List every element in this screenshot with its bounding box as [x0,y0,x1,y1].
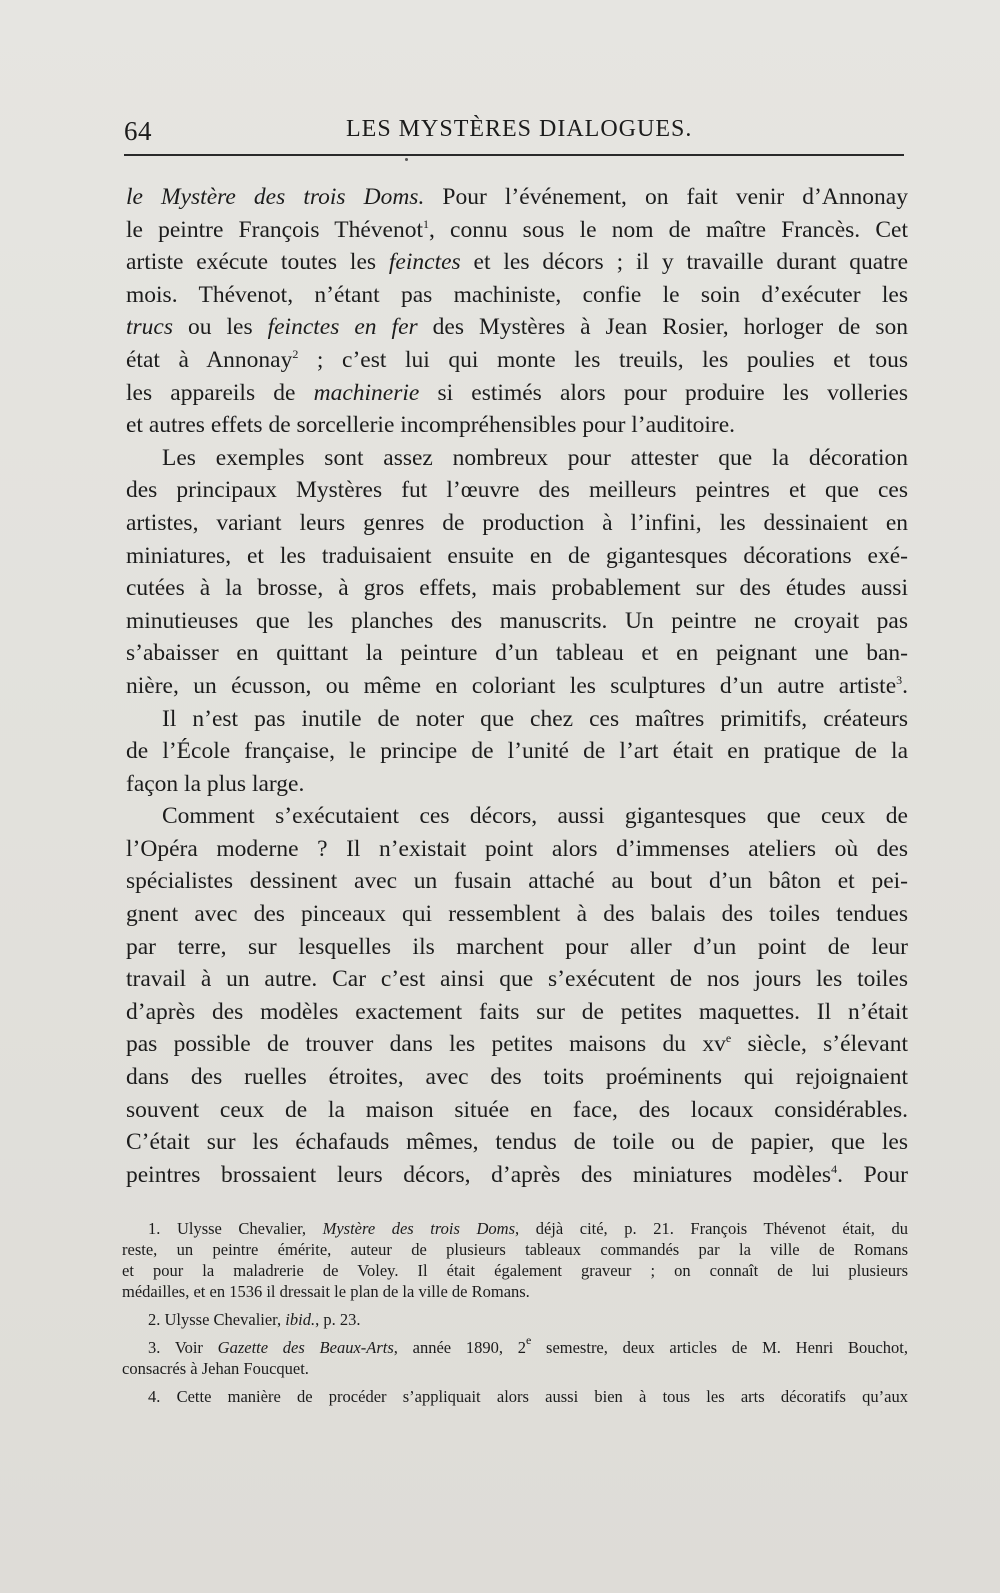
footnote-ref: 4 [831,1161,838,1176]
page-number: 64 [124,116,152,146]
text-line: pas possible de trouver dans les petites maisons du $xv^e$ siècle, s’élevant [126,1031,908,1058]
text-line: le Mystère des trois Doms. Pour l’événement, on fait venir d’Annonay [126,184,908,210]
text-line: C’était sur les échafauds mêmes, tendus de toile ou de papier, que les [126,1129,908,1156]
footnote-line: médailles, et en 1536 il dressait le plan de la ville de Romans. [122,1282,530,1301]
text-line: par terre, sur lesquelles ils marchent pour aller d’un point de leur [126,933,908,960]
text-line: Les exemples sont assez nombreux pour attester que la décoration [162,444,908,471]
footnote-2: 2. Ulysse Chevalier, ibid., p. 23. [148,1310,361,1329]
text-line: dans des ruelles étroites, avec des toits proéminents qui rejoignaient [126,1064,908,1091]
text-line: nière, un écusson, ou même en coloriant les sculptures d’un autre artiste$^3$. [126,672,908,699]
text-line: et autres effets de sorcellerie incompréhensibles pour l’auditoire. [126,412,736,439]
text-line: Comment s’exécutaient ces décors, aussi gigantesques que ceux de [162,803,908,830]
text-line: le peintre François Thévenot$^1$, connu sous le nom de maître Francès. Cet [126,216,908,243]
footnote-ref: 3 [896,672,903,687]
footnote-4: 4. Cette manière de procéder s’appliquait alors aussi bien à tous les arts décoratifs qu’aux [148,1387,908,1406]
footnote-ref: 2 [292,346,299,361]
footnote-3: 3. Voir Gazette des Beaux-Arts, année 1890, 2e semestre, deux articles de M. Henri Bouchot, [148,1333,908,1357]
text-line: travail à un autre. Car c’est ainsi que s’exécutent de nos jours les toiles [126,966,908,993]
text-line: artiste exécute toutes les feinctes et les décors ; il y travaille durant quatre [126,249,908,276]
running-title: LES MYSTÈRES DIALOGUES. [346,116,693,142]
text-line: minutieuses que les planches des manuscrits. Un peintre ne croyait pas [126,607,908,634]
footnote-line: et pour la maladrerie de Voley. Il était également graveur ; on connaît de lui plusieurs [122,1261,908,1280]
text-line: état à Annonay$^2$ ; c’est lui qui monte les treuils, les poulies et tous [126,346,908,373]
running-head [124,112,900,152]
footnote-1: 1. Ulysse Chevalier, Mystère des trois Doms, déjà cité, p. 21. François Thévenot était, du [148,1219,908,1238]
text-line: les appareils de machinerie si estimés alors pour produire les volleries [126,379,908,406]
text-line: de l’École française, le principe de l’unité de l’art était en pratique de la [126,738,908,765]
text-line: Il n’est pas inutile de noter que chez ces maîtres primitifs, créateurs [162,705,908,732]
footnotes [122,1218,908,1407]
book-title: le Mystère des trois Doms. [126,184,425,210]
text-line: mois. Thévenot, n’étant pas machiniste, confie le soin d’exécuter les [126,281,908,308]
rule-dot [405,158,408,161]
text-line: gnent avec des pinceaux qui ressemblent à des balais des toiles tendues [126,901,908,928]
text-line: trucs ou les feinctes en fer des Mystères à Jean Rosier, horloger de son [126,314,909,341]
text-line: artistes, variant leurs genres de production à l’infini, les dessinaient en [126,509,908,536]
main-text [126,181,908,1191]
text-line: peintres brossaient leurs décors, d’après des miniatures modèles$^4$. Pour [126,1161,908,1188]
text-line: miniatures, et les traduisaient ensuite en de gigantesques décorations exé- [126,542,908,569]
text-line: d’après des modèles exactement faits sur de petites maquettes. Il n’était [126,998,908,1025]
text-line: l’Opéra moderne ? Il n’existait point alors d’immenses ateliers où des [126,835,908,862]
text-line: cutées à la brosse, à gros effets, mais probablement sur des études aussi [126,575,908,602]
text-line: des principaux Mystères fut l’œuvre des meilleurs peintres et que ces [126,477,908,504]
text-line: souvent ceux de la maison située en face, des locaux considérables. [126,1096,908,1123]
text-line: s’abaisser en quittant la peinture d’un tableau et en peignant une ban- [126,640,908,667]
text-line: spécialistes dessinent avec un fusain attaché au bout d’un bâton et pei- [126,868,908,895]
footnote-line: reste, un peintre émérite, auteur de plusieurs tableaux commandés par la ville de Romans [122,1240,908,1259]
footnote-line: consacrés à Jehan Foucquet. [122,1359,309,1378]
text-line: façon la plus large. [126,770,305,797]
header-rule [124,154,904,156]
footnote-ref: 1 [422,216,429,231]
